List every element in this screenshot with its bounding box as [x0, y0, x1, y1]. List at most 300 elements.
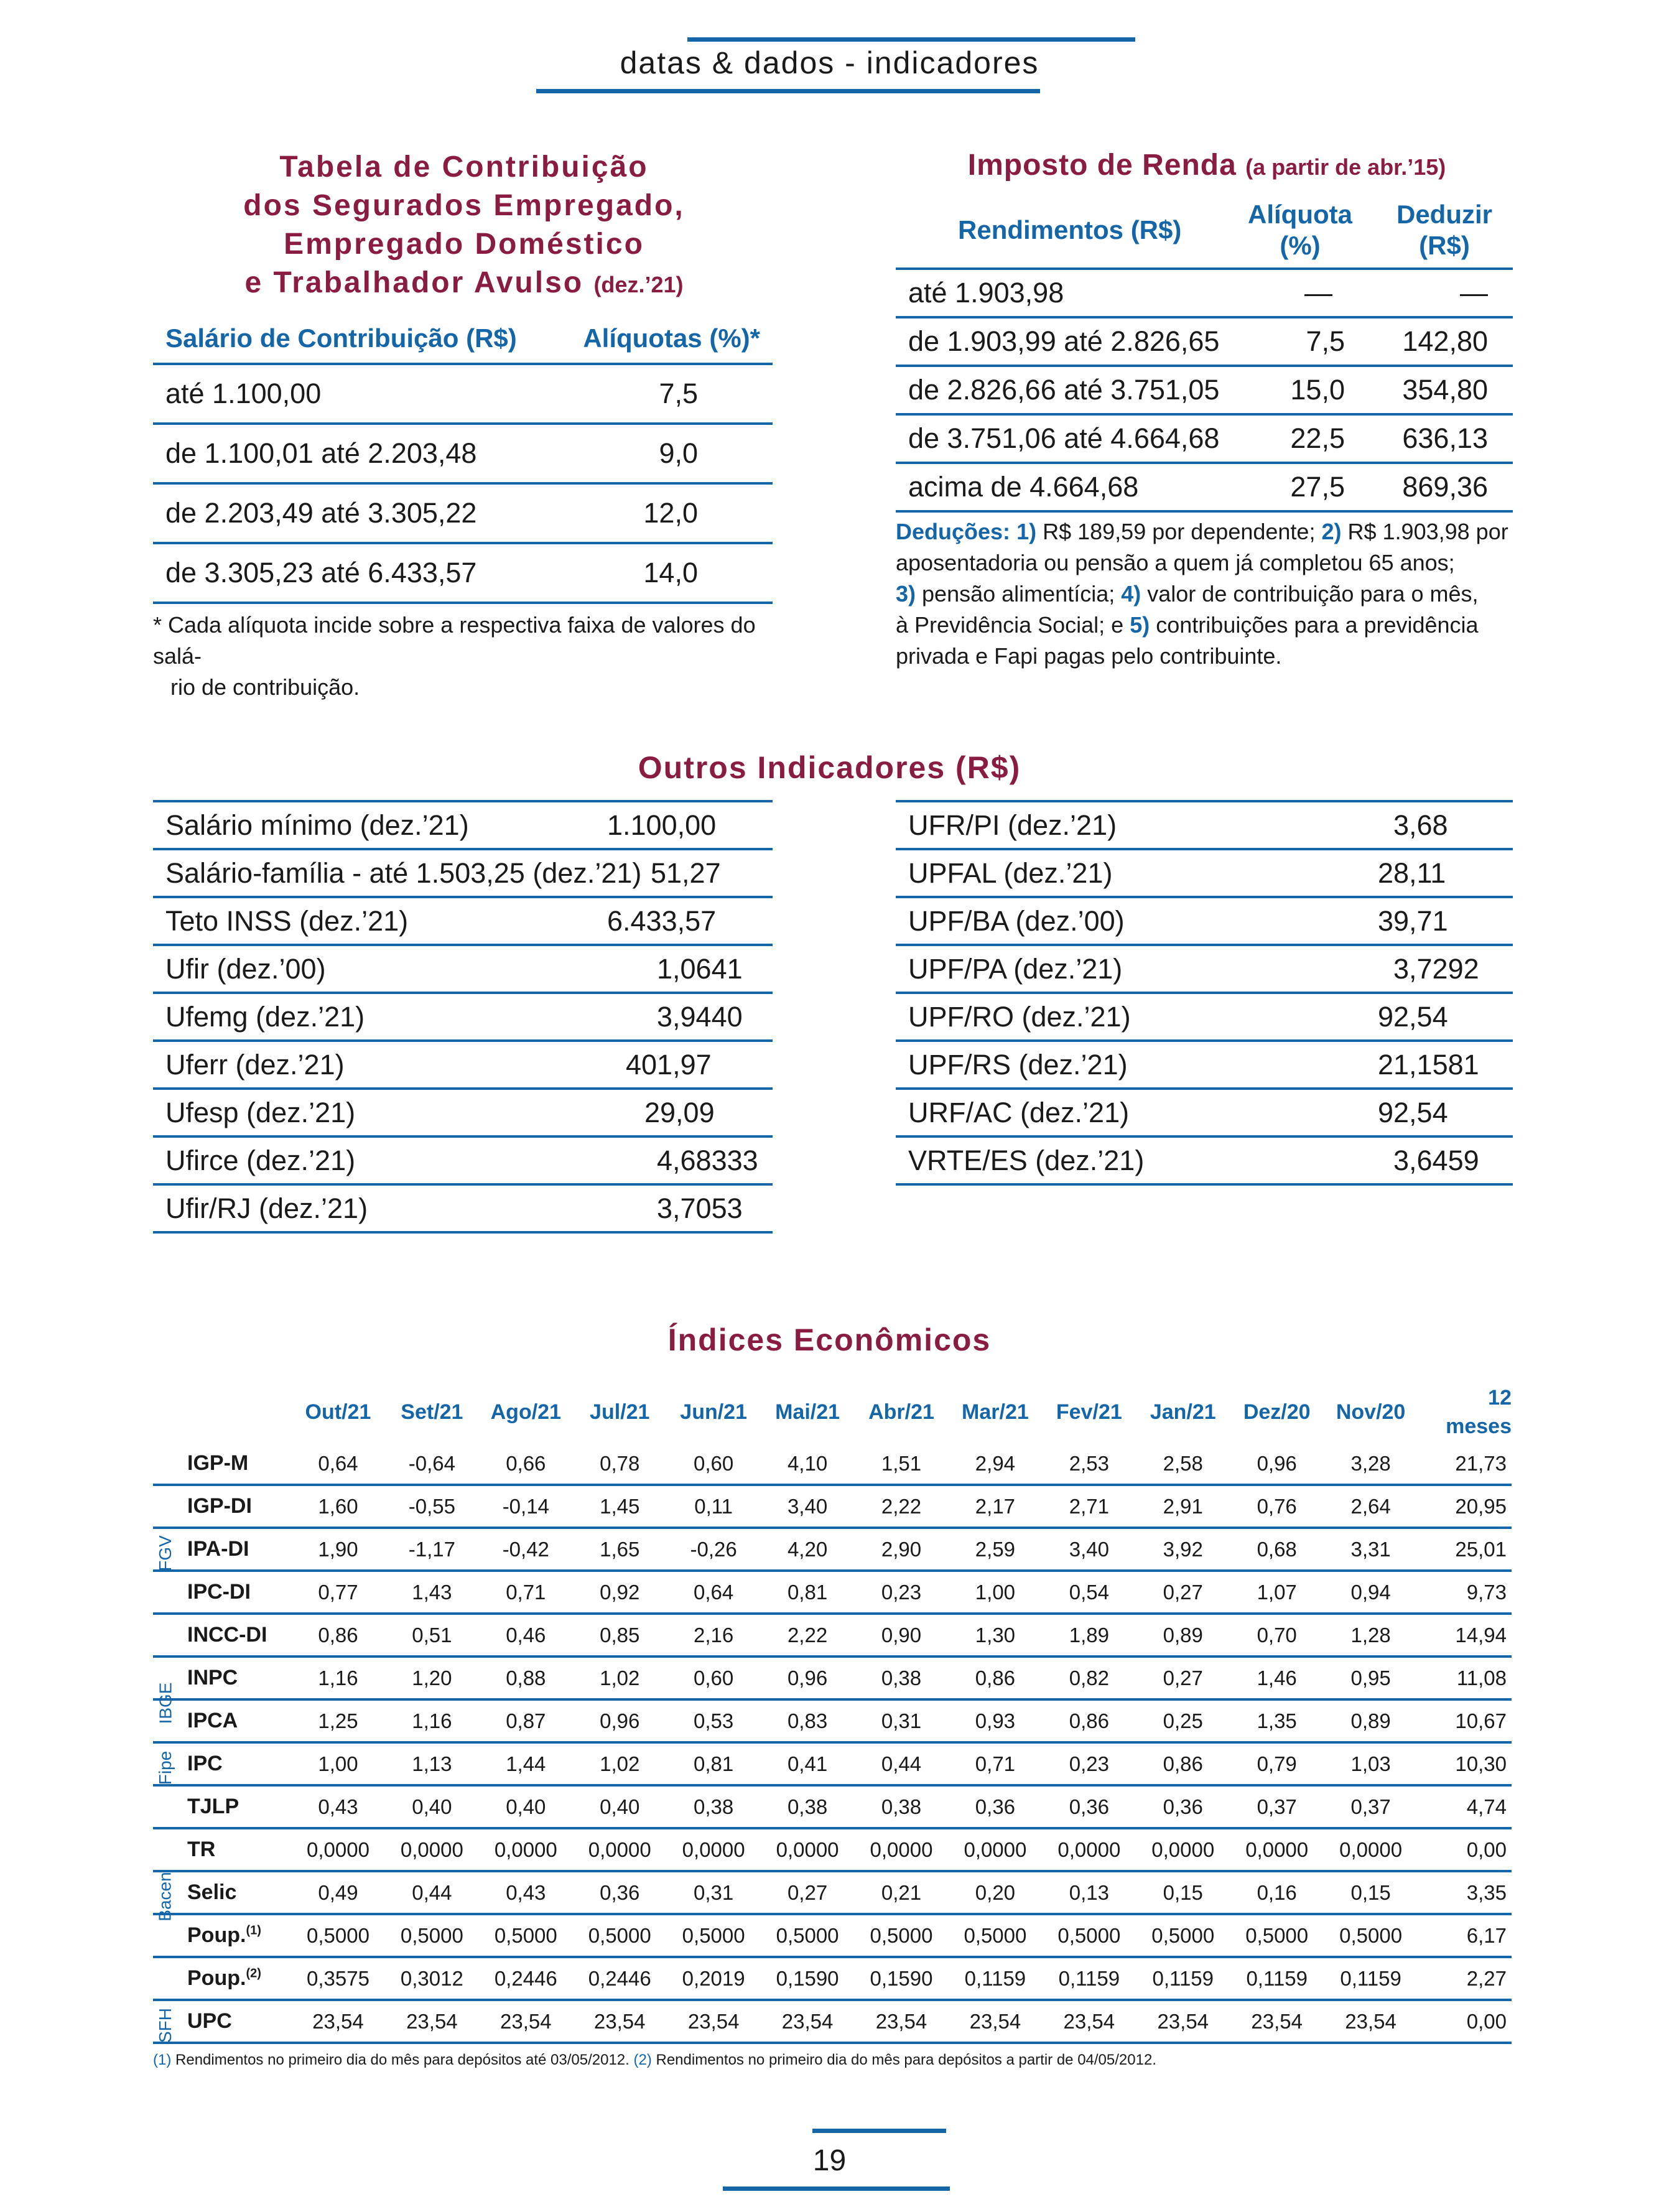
ir-title-suffix: (a partir de abr.’15): [1245, 154, 1446, 180]
index-value: 0,15: [1324, 1871, 1418, 1914]
table-row: [153, 1699, 1512, 1742]
index-value: 0,90: [855, 1614, 949, 1657]
ir-col-aliquota-line: (%): [1280, 231, 1321, 260]
index-name-text: IPC: [187, 1752, 223, 1775]
index-value: 23,54: [291, 2000, 385, 2043]
index-value: 0,88: [479, 1657, 573, 1699]
contribuicao-title-line: Empregado Doméstico: [284, 228, 644, 261]
deducao-text: R$ 1.903,98 por: [1347, 519, 1508, 544]
index-value: 2,58: [1136, 1443, 1230, 1485]
index-value: 0,82: [1042, 1657, 1136, 1699]
index-name-text: Selic: [187, 1880, 237, 1904]
ir-title-text: Imposto de Renda: [967, 149, 1237, 182]
ir-deduzir: 869,36: [1402, 471, 1488, 503]
index-name-text: IGP-DI: [187, 1494, 252, 1518]
index-value: -0,14: [479, 1485, 573, 1528]
index-value: 2,17: [948, 1485, 1042, 1528]
ir-faixa: de 1.903,99 até 2.826,65: [908, 325, 1220, 357]
index-value: 1,65: [573, 1528, 667, 1571]
index-value: 0,27: [1136, 1571, 1230, 1614]
contribuicao-title-line: e Trabalhador Avulso: [244, 266, 584, 299]
index-value: 0,0000: [573, 1828, 667, 1871]
deducao-text: contribuições para a previdência: [1156, 612, 1479, 638]
indices-col-header: Fev/21: [1056, 1400, 1122, 1424]
ir-aliquota: —: [1304, 277, 1332, 309]
contribuicao-aliquota: 9,0: [659, 437, 698, 469]
indicator-label: Salário mínimo (dez.’21): [165, 809, 469, 841]
ir-deduzir: 142,80: [1402, 325, 1488, 357]
indices-title: Índices Econômicos: [667, 1322, 992, 1357]
index-value: 0,44: [385, 1871, 479, 1914]
contribuicao-row: [153, 365, 773, 425]
page-number: 19: [812, 2144, 847, 2177]
ir-row: [896, 416, 1513, 464]
group-label-fipe: [153, 1746, 178, 1789]
indicator-row: [153, 994, 773, 1042]
index-value: 0,5000: [667, 1914, 761, 1957]
contribuicao-title: [153, 148, 775, 304]
deducoes-line: privada e Fapi pagas pelo contribuinte.: [896, 643, 1282, 669]
index-value: 23,54: [761, 2000, 855, 2043]
index-value: 0,5000: [291, 1914, 385, 1957]
indicator-value: 3,9440: [657, 1000, 743, 1033]
index-value: 1,03: [1324, 1742, 1418, 1785]
index-value: 0,36: [573, 1871, 667, 1914]
footnote-text: Rendimentos no primeiro dia do mês para depósitos até 03/05/2012.: [175, 2052, 630, 2068]
index-value: 0,3012: [385, 1957, 479, 2000]
footnote-num: (1): [153, 2052, 172, 2068]
contribuicao-row: [153, 425, 773, 485]
index-value: 10,30: [1418, 1742, 1512, 1785]
ir-row: [896, 318, 1513, 367]
contribuicao-row: [153, 485, 773, 544]
indicator-value: 92,54: [1378, 1000, 1448, 1033]
index-value: 1,00: [291, 1742, 385, 1785]
contribuicao-faixa: até 1.100,00: [165, 378, 322, 409]
index-value: 0,46: [479, 1614, 573, 1657]
index-value: 0,60: [667, 1443, 761, 1485]
indicator-row: [896, 898, 1513, 946]
ir-faixa: de 3.751,06 até 4.664,68: [908, 422, 1220, 454]
ir-faixa: acima de 4.664,68: [908, 471, 1139, 503]
index-value: 0,81: [667, 1742, 761, 1785]
index-value: 0,36: [948, 1785, 1042, 1828]
index-value: -0,55: [385, 1485, 479, 1528]
index-value: 0,2446: [479, 1957, 573, 2000]
ir-deduzir: 354,80: [1402, 374, 1488, 406]
index-value: 2,90: [855, 1528, 949, 1571]
deducao-num: 2): [1321, 519, 1342, 544]
deducoes-label: Deduções:: [896, 519, 1011, 544]
index-value: 0,5000: [573, 1914, 667, 1957]
indicator-row: [153, 1090, 773, 1138]
deducoes-line: [896, 610, 1513, 641]
indicator-value: 1,0641: [657, 952, 743, 985]
deducao-text: R$ 189,59 por dependente;: [1043, 519, 1316, 544]
indicator-value: 39,71: [1378, 904, 1448, 937]
index-value: 0,3575: [291, 1957, 385, 2000]
indices-col-header: Jun/21: [680, 1400, 747, 1424]
contribuicao-faixa: de 3.305,23 até 6.433,57: [165, 557, 477, 588]
index-value: 0,68: [1230, 1528, 1324, 1571]
index-value: 3,40: [1042, 1528, 1136, 1571]
table-row: [153, 1828, 1512, 1871]
table-row: [153, 1957, 1512, 2000]
indicator-label: Salário-família - até 1.503,25 (dez.’21): [165, 857, 642, 889]
ir-col-deduzir-line: Deduzir: [1396, 200, 1492, 229]
ir-title: [896, 148, 1518, 182]
index-value: 1,02: [573, 1657, 667, 1699]
index-name-text: INCC-DI: [187, 1623, 267, 1647]
indicator-row: [896, 1090, 1513, 1138]
index-value: 0,36: [1136, 1785, 1230, 1828]
index-value: -1,17: [385, 1528, 479, 1571]
index-name-text: IPCA: [187, 1709, 238, 1732]
index-value: 0,5000: [1042, 1914, 1136, 1957]
index-value: 0,0000: [385, 1828, 479, 1871]
indicator-row: [153, 1138, 773, 1186]
index-value: 0,2446: [573, 1957, 667, 2000]
ir-deducoes: [896, 516, 1513, 672]
table-row: [153, 2000, 1512, 2043]
footnote-line: * Cada alíquota incide sobre a respectiva faixa de valores do salá-: [153, 612, 756, 669]
index-value: 0,11: [667, 1485, 761, 1528]
group-label: SFH: [156, 2007, 175, 2043]
index-value: 0,40: [479, 1785, 573, 1828]
indices-col-header: Jul/21: [590, 1400, 650, 1424]
index-value: 1,89: [1042, 1614, 1136, 1657]
ir-row: [896, 464, 1513, 513]
indices-header-empty: [153, 1381, 291, 1443]
index-name-text: Poup.: [187, 1966, 246, 1990]
indicator-label: Uferr (dez.’21): [165, 1048, 345, 1080]
contribuicao-title-line: Tabela de Contribuição: [279, 151, 649, 184]
index-value: 0,27: [1136, 1657, 1230, 1699]
index-value: 2,59: [948, 1528, 1042, 1571]
deducao-text: pensão alimentícia;: [922, 581, 1115, 606]
ir-aliquota: 27,5: [1290, 471, 1345, 503]
deducoes-line: [896, 579, 1513, 610]
index-value: 0,96: [761, 1657, 855, 1699]
index-value: 0,83: [761, 1699, 855, 1742]
group-label-fgv: [153, 1446, 178, 1660]
ir-faixa: até 1.903,98: [908, 277, 1064, 309]
index-value: 3,40: [761, 1485, 855, 1528]
group-label: IBGE: [156, 1682, 175, 1724]
table-row: [153, 1742, 1512, 1785]
index-value: 0,37: [1230, 1785, 1324, 1828]
index-value: 0,64: [291, 1443, 385, 1485]
col-salario-header: Salário de Contribuição (R$): [165, 323, 517, 353]
index-value: 4,10: [761, 1443, 855, 1485]
index-name-text: IPA-DI: [187, 1537, 249, 1561]
index-value: 0,86: [1042, 1699, 1136, 1742]
indices-col-header: Set/21: [401, 1400, 463, 1424]
index-value: 2,91: [1136, 1485, 1230, 1528]
index-name-text: TJLP: [187, 1795, 239, 1818]
index-value: 23,54: [1230, 2000, 1324, 2043]
indicator-value: 3,7053: [657, 1192, 743, 1224]
table-row: [153, 1785, 1512, 1828]
index-value: 23,54: [573, 2000, 667, 2043]
table-row: [153, 1443, 1512, 1485]
index-value: 0,40: [573, 1785, 667, 1828]
index-value: 0,23: [855, 1571, 949, 1614]
index-value: 1,00: [948, 1571, 1042, 1614]
index-value: 1,28: [1324, 1614, 1418, 1657]
indicator-value: 4,68333: [657, 1144, 758, 1176]
indices-col-header-12m-line: 12: [1488, 1386, 1512, 1410]
indicator-value: 6.433,57: [607, 904, 717, 937]
index-value: 1,13: [385, 1742, 479, 1785]
index-value: 23,54: [1042, 2000, 1136, 2043]
contribuicao-aliquota: 14,0: [643, 557, 698, 588]
index-value: 1,35: [1230, 1699, 1324, 1742]
index-value: 0,60: [667, 1657, 761, 1699]
indices-table: [153, 1381, 1512, 2044]
header-rule-top: [687, 37, 1135, 42]
indices-col-header-12m-line: meses: [1446, 1415, 1512, 1438]
ir-col-deduzir: [1382, 199, 1507, 261]
contribuicao-title-suffix: (dez.’21): [593, 272, 684, 297]
index-value: -0,26: [667, 1528, 761, 1571]
index-value: 0,0000: [1324, 1828, 1418, 1871]
index-value: 23,54: [855, 2000, 949, 2043]
indicator-label: UPF/PA (dez.’21): [908, 952, 1123, 985]
indicator-label: Teto INSS (dez.’21): [165, 904, 409, 937]
index-value: 2,71: [1042, 1485, 1136, 1528]
footnote-line: rio de contribuição.: [170, 674, 360, 700]
group-label-ibge: [153, 1660, 178, 1746]
index-value: 10,67: [1418, 1699, 1512, 1742]
indicator-row: [153, 946, 773, 994]
indices-col-header: Mar/21: [962, 1400, 1029, 1424]
table-row: [153, 1614, 1512, 1657]
index-value: 1,16: [291, 1657, 385, 1699]
indices-col-header: Jan/21: [1150, 1400, 1216, 1424]
deducao-num: 1): [1016, 519, 1037, 544]
deducao-text: à Previdência Social; e: [896, 612, 1124, 638]
indicator-row: [153, 898, 773, 946]
deducao-num: 4): [1121, 581, 1141, 606]
index-value: 20,95: [1418, 1485, 1512, 1528]
ir-deduzir: 636,13: [1402, 422, 1488, 454]
index-value: 1,25: [291, 1699, 385, 1742]
index-value: 1,07: [1230, 1571, 1324, 1614]
table-row: [153, 1571, 1512, 1614]
contribuicao-faixa: de 1.100,01 até 2.203,48: [165, 437, 477, 469]
index-value: 0,94: [1324, 1571, 1418, 1614]
index-value: 0,27: [761, 1871, 855, 1914]
index-name-text: IGP-M: [187, 1451, 249, 1475]
indices-footnote: [153, 2052, 1522, 2069]
ir-aliquota: 7,5: [1306, 325, 1345, 357]
header-title: datas & dados - indicadores: [620, 45, 1039, 80]
indicator-label: UPF/BA (dez.’00): [908, 904, 1125, 937]
index-value: 0,1159: [1042, 1957, 1136, 2000]
index-value: 1,44: [479, 1742, 573, 1785]
indicator-value: 92,54: [1378, 1096, 1448, 1128]
index-value: 3,28: [1324, 1443, 1418, 1485]
index-value: 23,54: [948, 2000, 1042, 2043]
index-value: 0,1159: [1136, 1957, 1230, 2000]
indicator-row: [896, 946, 1513, 994]
index-value: 0,1590: [855, 1957, 949, 2000]
indicator-label: UPFAL (dez.’21): [908, 857, 1113, 889]
index-value: 0,5000: [948, 1914, 1042, 1957]
ir-col-rendimentos: Rendimentos (R$): [958, 215, 1182, 244]
contribuicao-header-row: [153, 314, 773, 365]
header-rule-bottom: [536, 89, 1040, 93]
index-value: 0,77: [291, 1571, 385, 1614]
indicator-value: 29,09: [644, 1096, 715, 1128]
ir-col-aliquota: [1244, 199, 1356, 261]
table-row: [153, 1914, 1512, 1957]
indicator-label: Ufirce (dez.’21): [165, 1144, 356, 1176]
outros-title: Outros Indicadores (R$): [638, 750, 1021, 785]
indicator-value: 401,97: [626, 1048, 712, 1080]
index-value: -0,64: [385, 1443, 479, 1485]
index-value: 4,20: [761, 1528, 855, 1571]
deducao-num: 3): [896, 581, 916, 606]
indicator-row: [896, 850, 1513, 898]
table-row: [153, 1657, 1512, 1699]
index-value: 2,27: [1418, 1957, 1512, 2000]
table-row: [153, 1528, 1512, 1571]
indicator-value: 3,7292: [1393, 952, 1479, 985]
indicator-label: Ufir/RJ (dez.’21): [165, 1192, 368, 1224]
index-value: 0,92: [573, 1571, 667, 1614]
index-value: 0,5000: [385, 1914, 479, 1957]
index-value: 2,22: [855, 1485, 949, 1528]
index-value: 0,0000: [1230, 1828, 1324, 1871]
index-value: 0,2019: [667, 1957, 761, 2000]
footnote-text: Rendimentos no primeiro dia do mês para depósitos a partir de 04/05/2012.: [656, 2052, 1156, 2068]
index-value: 0,5000: [1136, 1914, 1230, 1957]
indicator-label: Ufemg (dez.’21): [165, 1000, 365, 1033]
index-value: 0,00: [1418, 2000, 1512, 2043]
indicator-label: UFR/PI (dez.’21): [908, 809, 1117, 841]
index-value: 23,54: [385, 2000, 479, 2043]
index-value: 3,31: [1324, 1528, 1418, 1571]
col-aliquota-header: Alíquotas (%)*: [583, 323, 760, 353]
index-value: 0,96: [1230, 1443, 1324, 1485]
indices-col-header: Out/21: [305, 1400, 371, 1424]
index-value: 0,20: [948, 1871, 1042, 1914]
indicator-label: VRTE/ES (dez.’21): [908, 1144, 1145, 1176]
contribuicao-faixa: de 2.203,49 até 3.305,22: [165, 497, 477, 529]
index-value: 1,46: [1230, 1657, 1324, 1699]
group-label-bacen: [153, 1789, 178, 2004]
index-value: 0,71: [948, 1742, 1042, 1785]
index-value: 0,0000: [479, 1828, 573, 1871]
group-label: Fipe: [156, 1750, 175, 1785]
deducao-text: valor de contribuição para o mês,: [1147, 581, 1479, 606]
indicator-value: 3,6459: [1393, 1144, 1479, 1176]
ir-col-deduzir-line: (R$): [1419, 231, 1470, 260]
index-value: 1,20: [385, 1657, 479, 1699]
index-name-text: IPC-DI: [187, 1580, 251, 1604]
index-value: 0,66: [479, 1443, 573, 1485]
contribuicao-title-line: dos Segurados Empregado,: [243, 189, 685, 222]
index-value: 0,53: [667, 1699, 761, 1742]
index-name-text: Poup.: [187, 1923, 246, 1947]
indicator-row: [153, 850, 773, 898]
index-value: 23,54: [1324, 2000, 1418, 2043]
index-value: 0,5000: [761, 1914, 855, 1957]
index-value: 0,1159: [1324, 1957, 1418, 2000]
index-value: 2,94: [948, 1443, 1042, 1485]
indicator-row: [896, 802, 1513, 850]
table-row: [153, 1871, 1512, 1914]
index-value: 1,02: [573, 1742, 667, 1785]
index-value: 0,0000: [667, 1828, 761, 1871]
index-value: 14,94: [1418, 1614, 1512, 1657]
index-value: 2,16: [667, 1614, 761, 1657]
deducao-num: 5): [1130, 612, 1150, 638]
footnote-num: (2): [633, 2052, 652, 2068]
index-value: 0,95: [1324, 1657, 1418, 1699]
index-value: 0,89: [1136, 1614, 1230, 1657]
indicator-value: 28,11: [1378, 857, 1446, 889]
contribuicao-aliquota: 12,0: [643, 497, 698, 529]
index-value: 1,60: [291, 1485, 385, 1528]
index-value: 0,44: [855, 1742, 949, 1785]
index-value: 23,54: [479, 2000, 573, 2043]
index-value: 0,41: [761, 1742, 855, 1785]
index-value: 0,00: [1418, 1828, 1512, 1871]
index-value: 0,5000: [855, 1914, 949, 1957]
indices-col-header: Dez/20: [1243, 1400, 1311, 1424]
indices-col-header: Nov/20: [1336, 1400, 1406, 1424]
indicator-row: [896, 1042, 1513, 1090]
index-value: 0,37: [1324, 1785, 1418, 1828]
index-value: 0,85: [573, 1614, 667, 1657]
index-value: 0,86: [1136, 1742, 1230, 1785]
index-value: 3,92: [1136, 1528, 1230, 1571]
index-value: 0,31: [855, 1699, 949, 1742]
indices-col-header: Mai/21: [775, 1400, 840, 1424]
index-value: 1,45: [573, 1485, 667, 1528]
index-value: 0,89: [1324, 1699, 1418, 1742]
index-value: 0,43: [291, 1785, 385, 1828]
indicator-row: [896, 994, 1513, 1042]
indicator-label: UPF/RO (dez.’21): [908, 1000, 1131, 1033]
index-value: 21,73: [1418, 1443, 1512, 1485]
index-value: 0,54: [1042, 1571, 1136, 1614]
index-value: 11,08: [1418, 1657, 1512, 1699]
index-value: 2,64: [1324, 1485, 1418, 1528]
index-value: 0,5000: [1324, 1914, 1418, 1957]
group-label-sfh: [153, 2004, 178, 2047]
index-value: 0,79: [1230, 1742, 1324, 1785]
index-value: 0,70: [1230, 1614, 1324, 1657]
indicator-label: Ufesp (dez.’21): [165, 1096, 356, 1128]
indicator-value: 3,68: [1393, 809, 1448, 841]
indices-body: [153, 1443, 1512, 2043]
index-value: 1,16: [385, 1699, 479, 1742]
indices-header-row: [153, 1381, 1512, 1443]
index-value: 0,1159: [1230, 1957, 1324, 2000]
footer-rule-top: [812, 2129, 946, 2133]
index-value: 0,25: [1136, 1699, 1230, 1742]
index-value: 23,54: [1136, 2000, 1230, 2043]
index-name-text: TR: [187, 1838, 216, 1861]
index-value: 1,51: [855, 1443, 949, 1485]
contribuicao-aliquota: 7,5: [659, 378, 698, 409]
index-value: 0,51: [385, 1614, 479, 1657]
indicator-label: UPF/RS (dez.’21): [908, 1048, 1128, 1080]
